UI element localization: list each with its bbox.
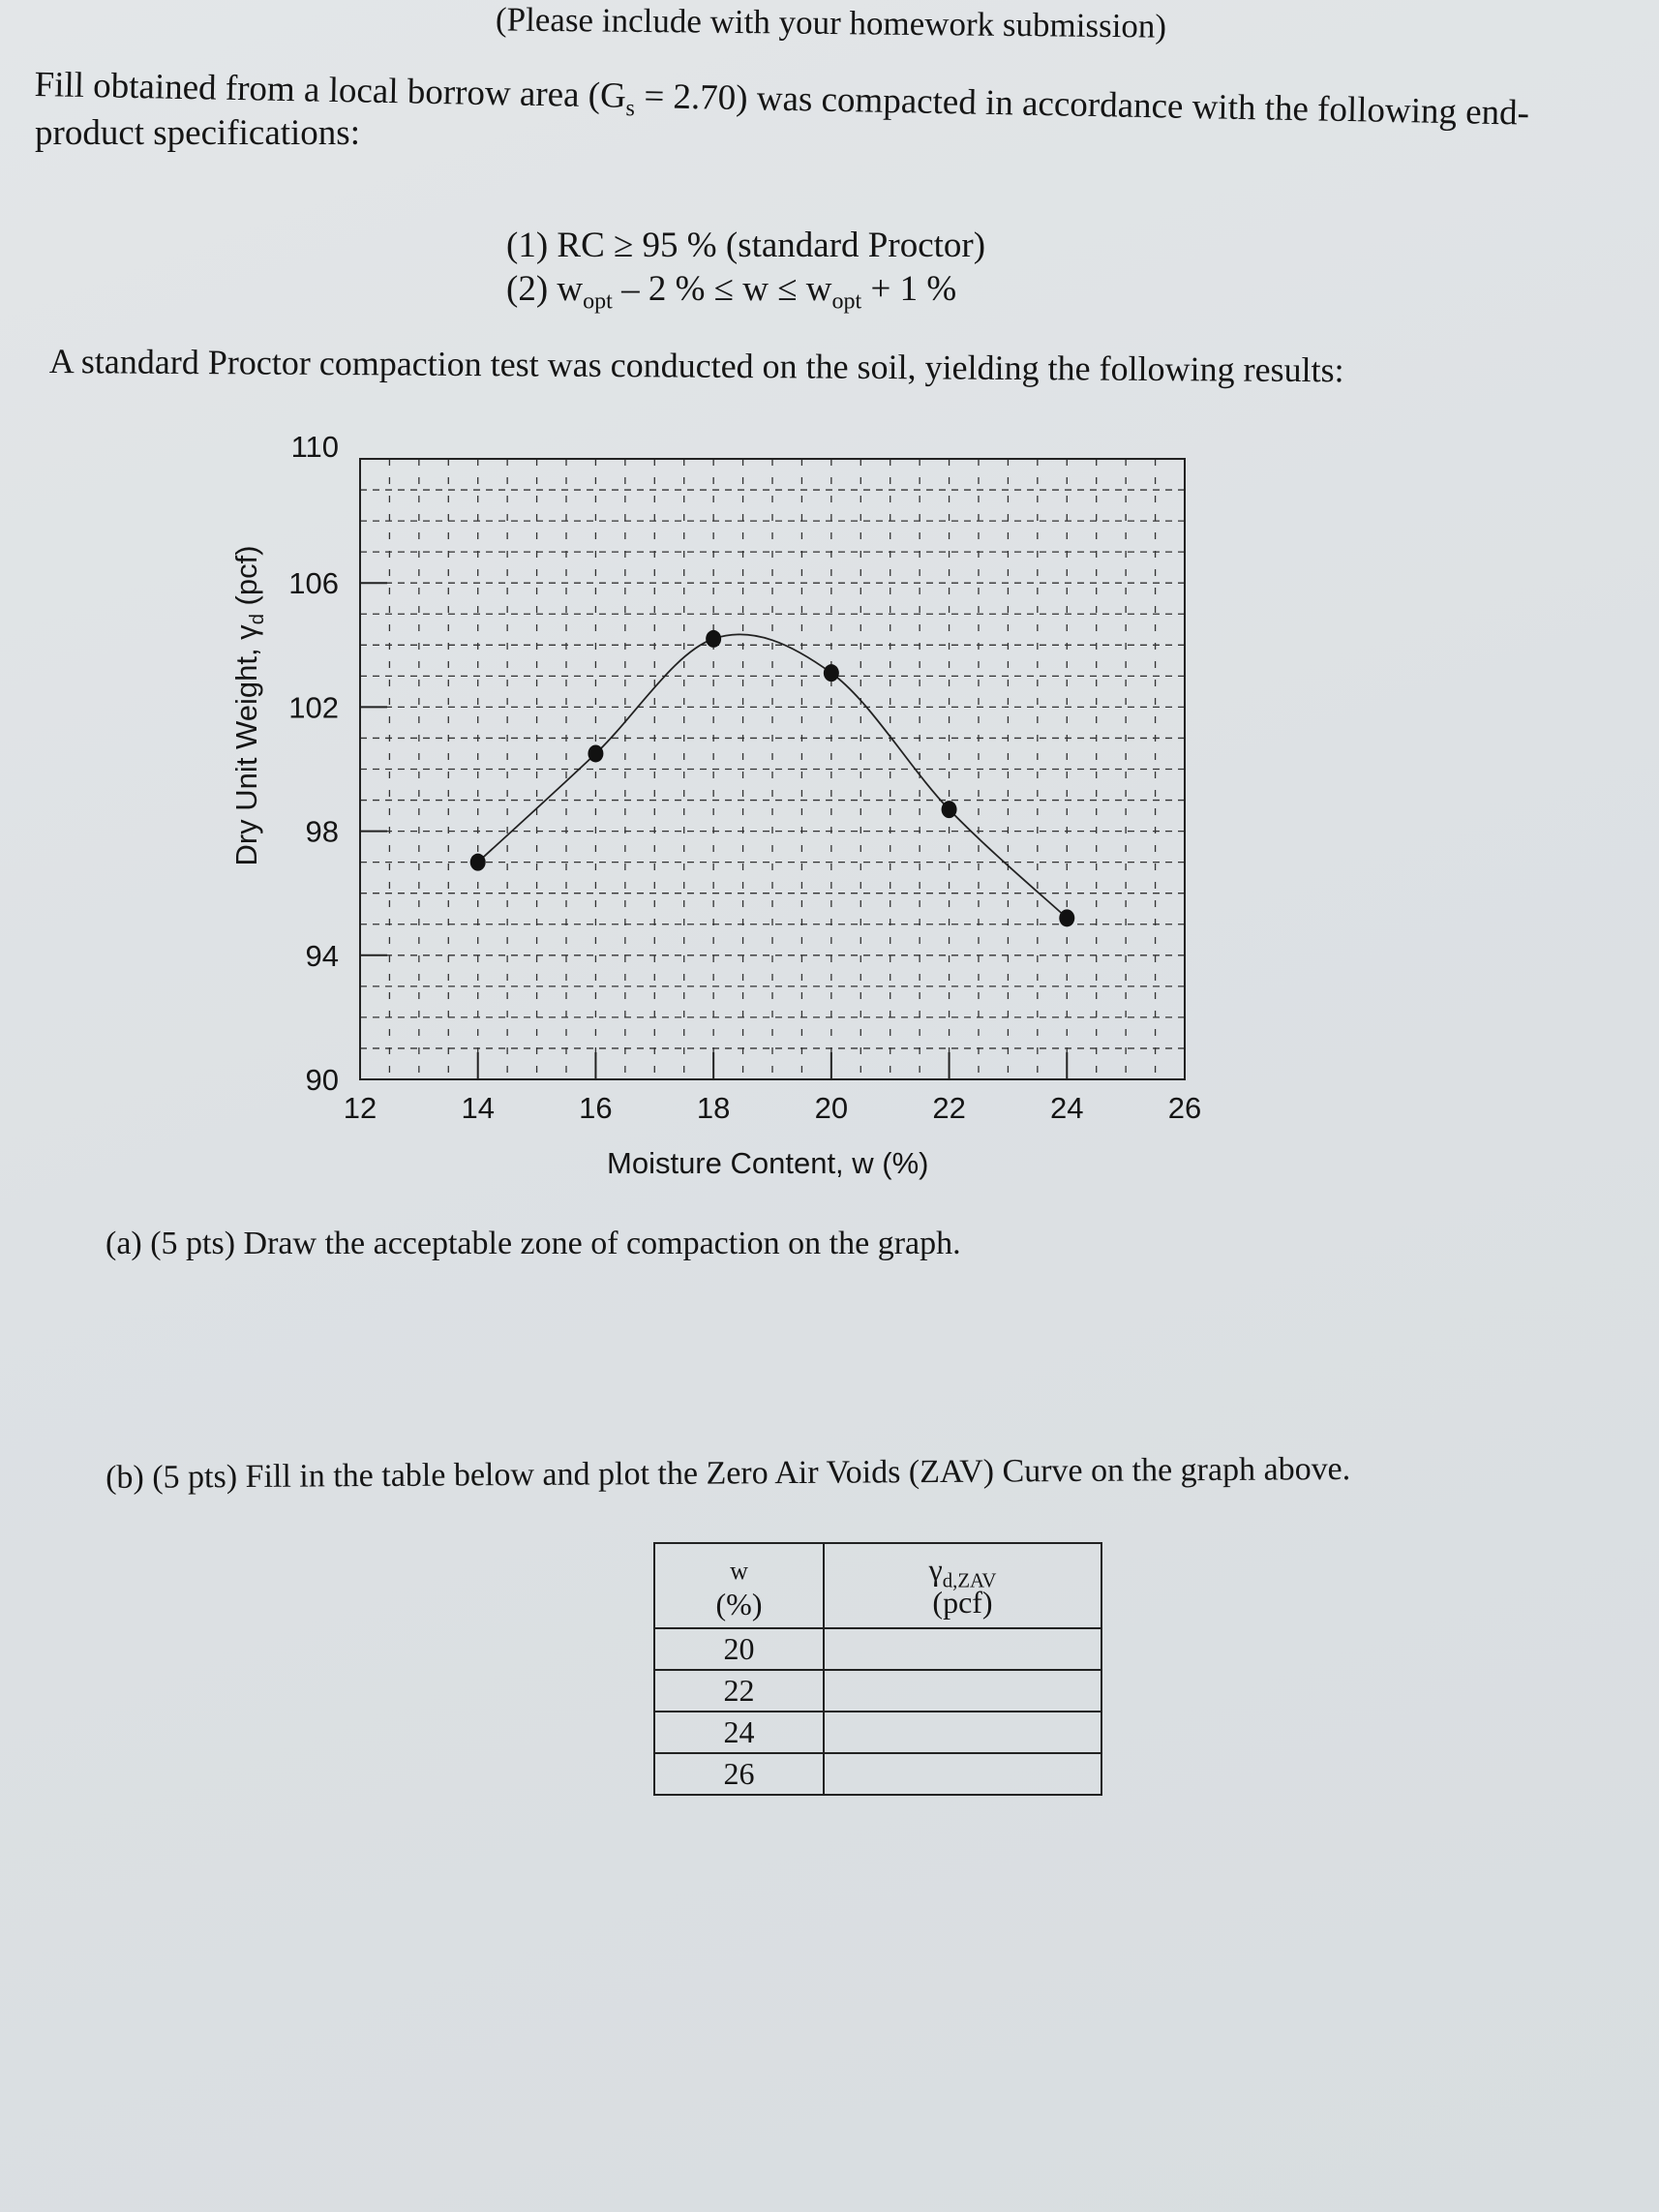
- x-tick-label: 14: [461, 1091, 495, 1125]
- x-tick-label: 24: [1050, 1091, 1084, 1125]
- gamma-sub: d,ZAV: [942, 1569, 997, 1592]
- x-tick-label: 22: [932, 1091, 966, 1125]
- intro-text-a: Fill obtained from a local borrow area (G: [34, 64, 627, 116]
- y-tick-label: 102: [288, 690, 339, 725]
- y-axis-label-main: Dry Unit Weight, γ: [229, 624, 263, 866]
- spec-2-a: (2) w: [506, 269, 584, 309]
- x-tick-label: 26: [1167, 1091, 1202, 1125]
- y-tick-label: 94: [305, 938, 339, 973]
- data-point: [942, 801, 957, 818]
- data-point: [470, 854, 486, 871]
- table-row: [654, 1628, 1101, 1670]
- spec-1: (1) RC ≥ 95 % (standard Proctor): [506, 226, 986, 265]
- header-gamma: [824, 1543, 1101, 1628]
- cell-gamma-input[interactable]: [824, 1712, 1101, 1753]
- header-w-unit: (%): [715, 1586, 763, 1621]
- submission-note: (Please include with your homework submission): [495, 0, 1167, 45]
- cell-w: 26: [654, 1753, 824, 1795]
- y-tick-label: 90: [305, 1063, 339, 1097]
- cell-w: 24: [654, 1712, 824, 1753]
- zav-table: [653, 1542, 1102, 1796]
- question-a: (a) (5 pts) Draw the acceptable zone of compaction on the graph.: [106, 1226, 961, 1261]
- x-tick-label: 12: [343, 1091, 377, 1125]
- y-tick-label: 110: [290, 430, 339, 464]
- y-tick-label: 106: [288, 566, 339, 601]
- y-axis-label-sub: d: [247, 614, 269, 625]
- table-row: [654, 1712, 1101, 1753]
- proctor-intro: A standard Proctor compaction test was conducted on the soil, yielding the following results:: [48, 341, 1344, 390]
- x-axis-label: Moisture Content, w (%): [607, 1146, 929, 1180]
- header-gamma-symbol: [928, 1552, 997, 1592]
- gamma-main: γ: [928, 1552, 943, 1587]
- header-w-symbol: w: [730, 1556, 748, 1585]
- data-point: [588, 744, 603, 762]
- spec-2-c: + 1 %: [861, 269, 957, 309]
- intro-subscript: s: [625, 96, 636, 122]
- x-tick-label: 18: [696, 1091, 731, 1125]
- header-gamma-unit: (pcf): [932, 1585, 993, 1620]
- table-row: [654, 1670, 1101, 1712]
- table-header-row: [654, 1543, 1101, 1628]
- cell-w: 22: [654, 1670, 824, 1712]
- table-row: [654, 1753, 1101, 1795]
- spec-2-b: – 2 % ≤ w ≤ w: [612, 269, 832, 309]
- intro-line-2: product specifications:: [35, 113, 360, 153]
- y-tick-label: 98: [305, 814, 339, 849]
- x-tick-label: 20: [814, 1091, 849, 1125]
- data-point: [1059, 909, 1074, 926]
- data-point: [824, 664, 839, 682]
- cell-gamma-input[interactable]: [824, 1670, 1101, 1712]
- y-axis-label-unit: (pcf): [229, 545, 263, 615]
- cell-gamma-input[interactable]: [824, 1753, 1101, 1795]
- question-b: (b) (5 pts) Fill in the table below and plot the Zero Air Voids (ZAV) Curve on the graph above.: [106, 1451, 1351, 1496]
- x-tick-label: 16: [579, 1091, 613, 1125]
- intro-text-b: = 2.70) was compacted in accordance with the following end-: [634, 76, 1530, 134]
- spec-2-sub-2: opt: [831, 288, 862, 315]
- spec-2-sub-1: opt: [583, 288, 613, 315]
- cell-w: 20: [654, 1628, 824, 1670]
- data-point: [706, 630, 721, 648]
- y-axis-label: [229, 545, 269, 866]
- header-w: [654, 1543, 824, 1628]
- cell-gamma-input[interactable]: [824, 1628, 1101, 1670]
